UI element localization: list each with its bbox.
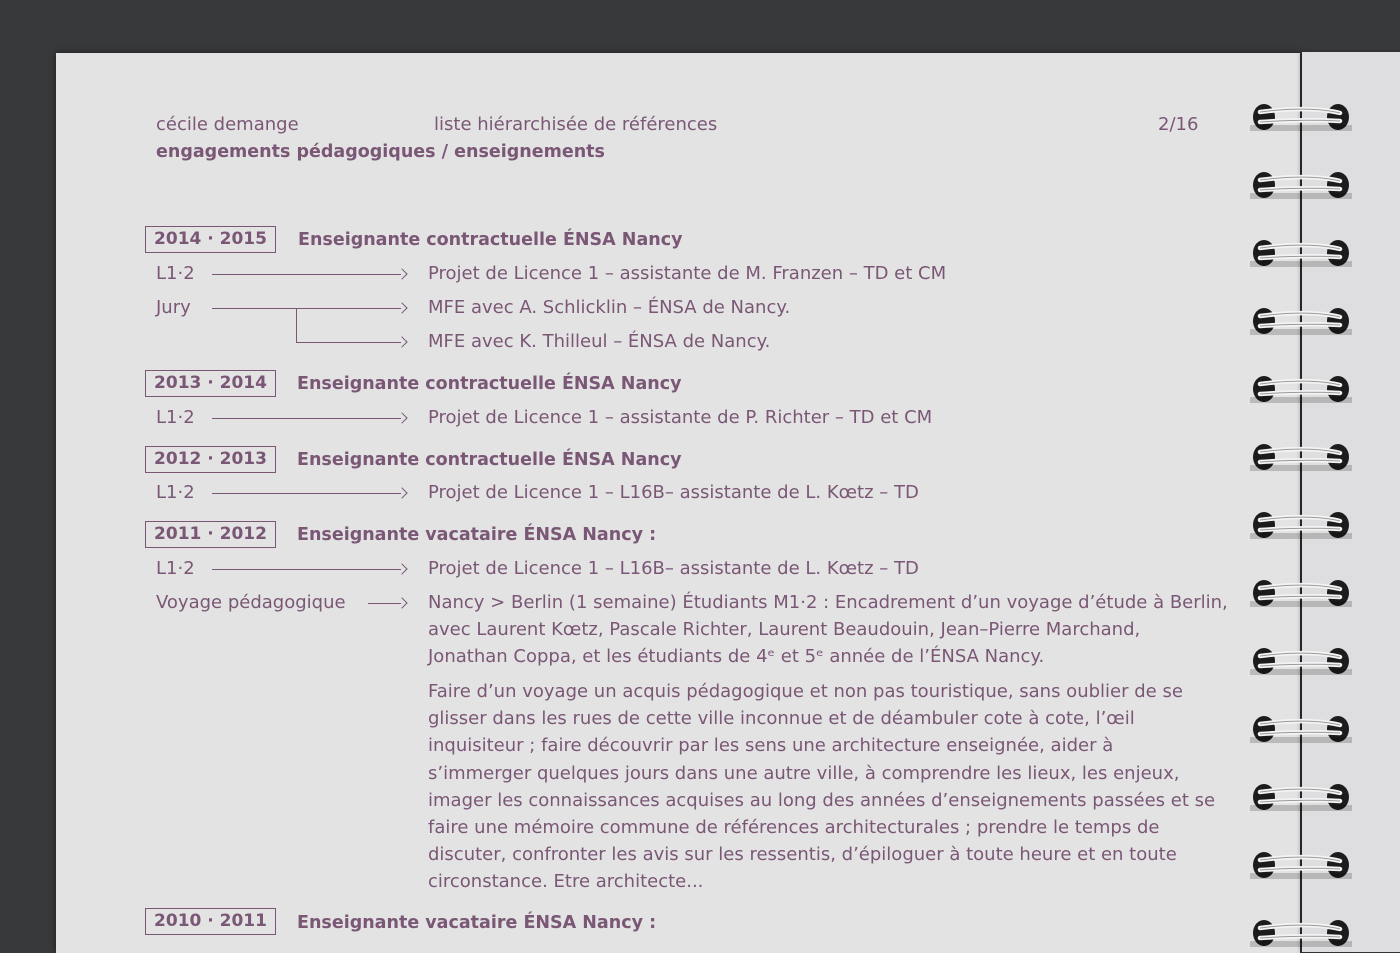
- trip-paragraph: Faire d’un voyage un acquis pédagogique et non pas touristique, sans oublier de se glisser dans les rues de cette ville inconnue et de déambuler cote à cote, l’œil inquisiteur ; faire découvrir par les sens une architecture enseignée, aider à s’immerger quelques jours dans une autre ville, à comprendre les lieux, les enjeux, imager les connaissances acquises au long des années d’enseignements passées et se faire une mémoire commune de références architecturales ; prendre le temps de discuter, confronter les avis sur les ressentis, d’épiloguer à toute heure et en toute circonstance. Etre architecte...: [428, 681, 1216, 893]
- branch-line: [296, 308, 297, 342]
- trip-line: avec Laurent Kœtz, Pascale Richter, Laurent Beaudouin, Jean–Pierre Marchand,: [428, 619, 1141, 640]
- row-text: Projet de Licence 1 – L16B– assistante de L. Kœtz – TD: [428, 558, 919, 579]
- spiral-ring: [1250, 441, 1352, 473]
- year-box: 2011 · 2012: [145, 521, 276, 548]
- arrow-icon: [296, 342, 407, 344]
- trip-line: Jonathan Coppa, et les étudiants de 4ᵉ et 5ᵉ année de l’ÉNSA Nancy.: [428, 646, 1045, 667]
- row-label: L1·2: [156, 482, 195, 503]
- year-box: 2010 · 2011: [145, 908, 276, 935]
- year-box: 2013 · 2014: [145, 370, 276, 397]
- page-number: 2/16: [1158, 114, 1199, 135]
- spiral-ring: [1250, 781, 1352, 813]
- row-label: Voyage pédagogique: [156, 592, 346, 613]
- year-box: 2014 · 2015: [145, 226, 276, 253]
- year-box: 2012 · 2013: [145, 446, 276, 473]
- arrow-icon: [212, 274, 407, 276]
- row-label: L1·2: [156, 263, 195, 284]
- arrow-icon: [368, 603, 407, 605]
- entry-title: Enseignante vacataire ÉNSA Nancy :: [297, 913, 657, 933]
- arrow-icon: [212, 493, 407, 495]
- spiral-ring: [1250, 373, 1352, 405]
- spiral-ring: [1250, 645, 1352, 677]
- entry-title: Enseignante contractuelle ÉNSA Nancy: [298, 230, 683, 250]
- spiral-ring: [1250, 101, 1352, 133]
- section-title: engagements pédagogiques / enseignements: [156, 142, 605, 162]
- author-name: cécile demange: [156, 114, 299, 135]
- entry-title: Enseignante contractuelle ÉNSA Nancy: [297, 450, 682, 470]
- row-text: MFE avec A. Schlicklin – ÉNSA de Nancy.: [428, 297, 791, 318]
- spiral-ring: [1250, 237, 1352, 269]
- row-label: Jury: [156, 297, 191, 318]
- row-text: Projet de Licence 1 – assistante de M. Franzen – TD et CM: [428, 263, 947, 284]
- row-text: Projet de Licence 1 – assistante de P. Richter – TD et CM: [428, 407, 933, 428]
- arrow-icon: [212, 308, 407, 310]
- row-text: MFE avec K. Thilleul – ÉNSA de Nancy.: [428, 331, 771, 352]
- arrow-icon: [212, 418, 407, 420]
- row-label: L1·2: [156, 407, 195, 428]
- document-title: liste hiérarchisée de références: [434, 114, 718, 135]
- spiral-ring: [1250, 305, 1352, 337]
- spiral-ring: [1250, 849, 1352, 881]
- row-text: Projet de Licence 1 – L16B– assistante de L. Kœtz – TD: [428, 482, 919, 503]
- spiral-ring: [1250, 577, 1352, 609]
- row-label: L1·2: [156, 558, 195, 579]
- entry-title: Enseignante contractuelle ÉNSA Nancy: [297, 374, 682, 394]
- entry-title: Enseignante vacataire ÉNSA Nancy :: [297, 525, 657, 545]
- spiral-ring: [1250, 713, 1352, 745]
- arrow-icon: [212, 569, 407, 571]
- trip-line: Nancy > Berlin (1 semaine) Étudiants M1·2 : Encadrement d’un voyage d’étude à Berlin,: [428, 592, 1228, 613]
- spiral-ring: [1250, 917, 1352, 949]
- spiral-ring: [1250, 169, 1352, 201]
- spiral-ring: [1250, 509, 1352, 541]
